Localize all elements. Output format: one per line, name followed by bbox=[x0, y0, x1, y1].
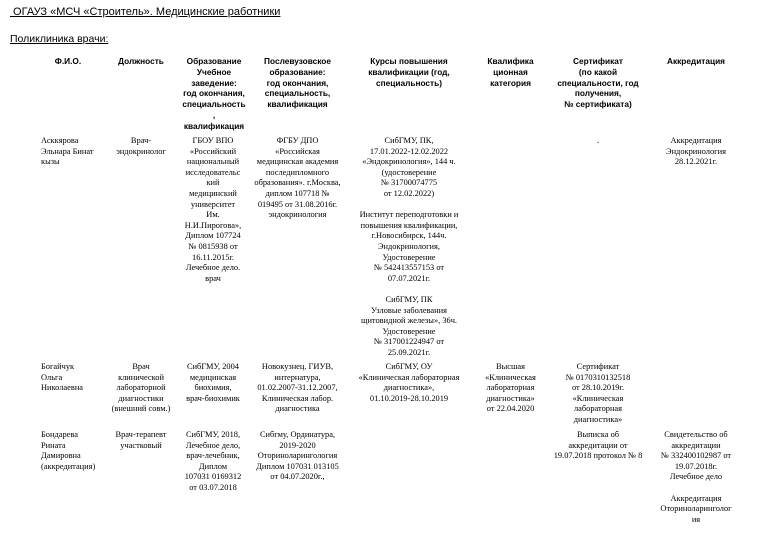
row-2-certificate: Сертификат № 0170310132518 от 28.10.2019г. «Клиническая лабораторная диагностика» bbox=[565, 362, 631, 424]
col-header-fio: Ф.И.О. bbox=[54, 56, 82, 66]
col-header-courses: Курсы повышения квалификации (год, специальность) bbox=[368, 56, 450, 88]
row-2-postgrad: Новокузнец. ГИУВ, интернатура, 01.02.2007-31.12.2007, Клиническая лабор. диагностика bbox=[257, 362, 338, 414]
row-3-education: СибГМУ, 2018, Лечебное дело, врач-лечебник, Диплом 107031 0169312 от 03.07.2018 bbox=[184, 430, 242, 492]
row-2-position: Врач клинической лабораторной диагностики (внешний совм.) bbox=[111, 362, 171, 414]
col-header-postgrad: Послевузовское образование: год окончания, специальность, квалификация bbox=[264, 56, 331, 110]
row-1-education: ГБОУ ВПО «Российский национальный исследовательс кий медицинский университет Им. Н.И.Пирогова», Диплом 107724 № 0815938 от 16.11.2015г. Лечебное дело. врач bbox=[184, 136, 242, 283]
row-3-fio: Бондарева Рината Дамировна (аккредитация) bbox=[41, 430, 96, 471]
row-2-fio: Богайчук Ольга Николаевна bbox=[41, 362, 84, 393]
section-subtitle: Поликлиника врачи: bbox=[10, 33, 109, 45]
row-3-certificate: Выписка об аккредитации от 19.07.2018 протокол № 8 bbox=[553, 430, 643, 461]
row-1-position: Врач- эндокринолог bbox=[116, 136, 166, 156]
row-2-education: СибГМУ, 2004 медицинская биохимия, врач-биохимик bbox=[186, 362, 240, 403]
col-header-certificate: Сертификат (по какой специальности, год получения, № сертификата) bbox=[557, 56, 639, 110]
col-header-position: Должность bbox=[118, 56, 164, 66]
row-1-postgrad: ФГБУ ДПО «Российская медицинская академия последипломного образования». г.Москва, диплом 107718 № 019495 от 31.08.2016г. эндокринология bbox=[254, 136, 341, 220]
col-header-accreditation: Аккредитация bbox=[666, 56, 726, 66]
row-3-postgrad: Сибгму, Ординатура, 2019-2020 Оториноларингология Диплом 107031 013105 от 04.07.2020г., bbox=[256, 430, 339, 482]
row-1-certificate: . bbox=[596, 136, 600, 145]
row-2-category: Высшая «Клиническая лабораторная диагностика» от 22.04.2020 bbox=[485, 362, 536, 414]
col-header-category: Квалифика ционная категория bbox=[487, 56, 534, 88]
row-3-accreditation: Свидетельство об аккредитации № 332400102987 от 19.07.2018г. Лечебное дело Аккредитация Оториноларинголог ия bbox=[660, 430, 732, 524]
row-1-accreditation: Аккредитация Эндокринология 28.12.2021г. bbox=[666, 136, 726, 167]
row-1-fio: Асккярова Эльнара Бинат кызы bbox=[41, 136, 94, 167]
row-1-courses: СибГМУ, ПК, 17.01.2022-12.02.2022 «Эндокринология», 144 ч. (удостоверение № 31700074775 от 12.02.2022) Институт переподготовки и повышения квалификации, г.Новосибирск, 144ч. Эндокринология, Удостоверение № 542413557153 от 07.07.2021г. СибГМУ, ПК Узловые заболевания щитовидной железы», 36ч. Удостоверение № 317001224947 от 25.09.2021г. bbox=[359, 136, 459, 357]
col-header-education: Образование Учебное заведение: год окончания, специальность , квалификация bbox=[182, 56, 246, 131]
row-3-position: Врач-терапевт участковый bbox=[115, 430, 167, 450]
page-title: ОГАУЗ «МСЧ «Строитель». Медицинские работники bbox=[10, 6, 281, 18]
row-2-courses: СибГМУ, ОУ «Клиническая лабораторная диагностика», 01.10.2019-28.10.2019 bbox=[358, 362, 460, 403]
